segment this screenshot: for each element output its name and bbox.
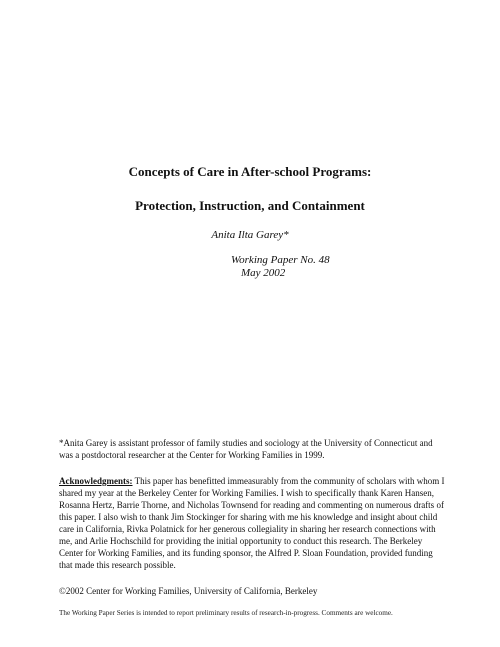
working-paper-number: Working Paper No. 48 xyxy=(231,254,330,266)
acknowledgments-label: Acknowledgments: xyxy=(59,476,133,486)
paper-title-line-2: Protection, Instruction, and Containment xyxy=(135,198,365,213)
acknowledgments-text: This paper has benefitted immeasurably from the community of scholars with whom I shared my year at the Berkeley Center for Working Families. I wish to specifically thank Karen Hansen, Rosanna Hertz, Barrie Thorne, and Nicholas Townsend for reading and commenting on numerous drafts of this paper. I also wish to thank Jim Stockinger for sharing with me his knowledge and insight about child care in California, Rivka Polatnick for her generous collegiality in sharing her research connections with me, and Arlie Hochschild for providing the initial opportunity to conduct this research. The Berkeley Center for Working Families, and its funding sponsor, the Alfred P. Sloan Foundation, provided funding that made this research possible. xyxy=(59,476,445,570)
acknowledgments-paragraph xyxy=(59,475,445,571)
author-footnote: *Anita Garey is assistant professor of family studies and sociology at the University of Connecticut and was a postdoctoral researcher at the Center for Working Families in 1999. xyxy=(59,438,433,460)
working-paper-date: May 2002 xyxy=(241,267,286,279)
author-name: Anita Ilta Garey* xyxy=(211,229,289,241)
series-note: The Working Paper Series is intended to report preliminary results of research-in-progress. Comments are welcome. xyxy=(59,609,393,617)
copyright-notice: ©2002 Center for Working Families, University of California, Berkeley xyxy=(59,586,318,596)
paper-title-line-1: Concepts of Care in After-school Programs: xyxy=(128,164,372,179)
